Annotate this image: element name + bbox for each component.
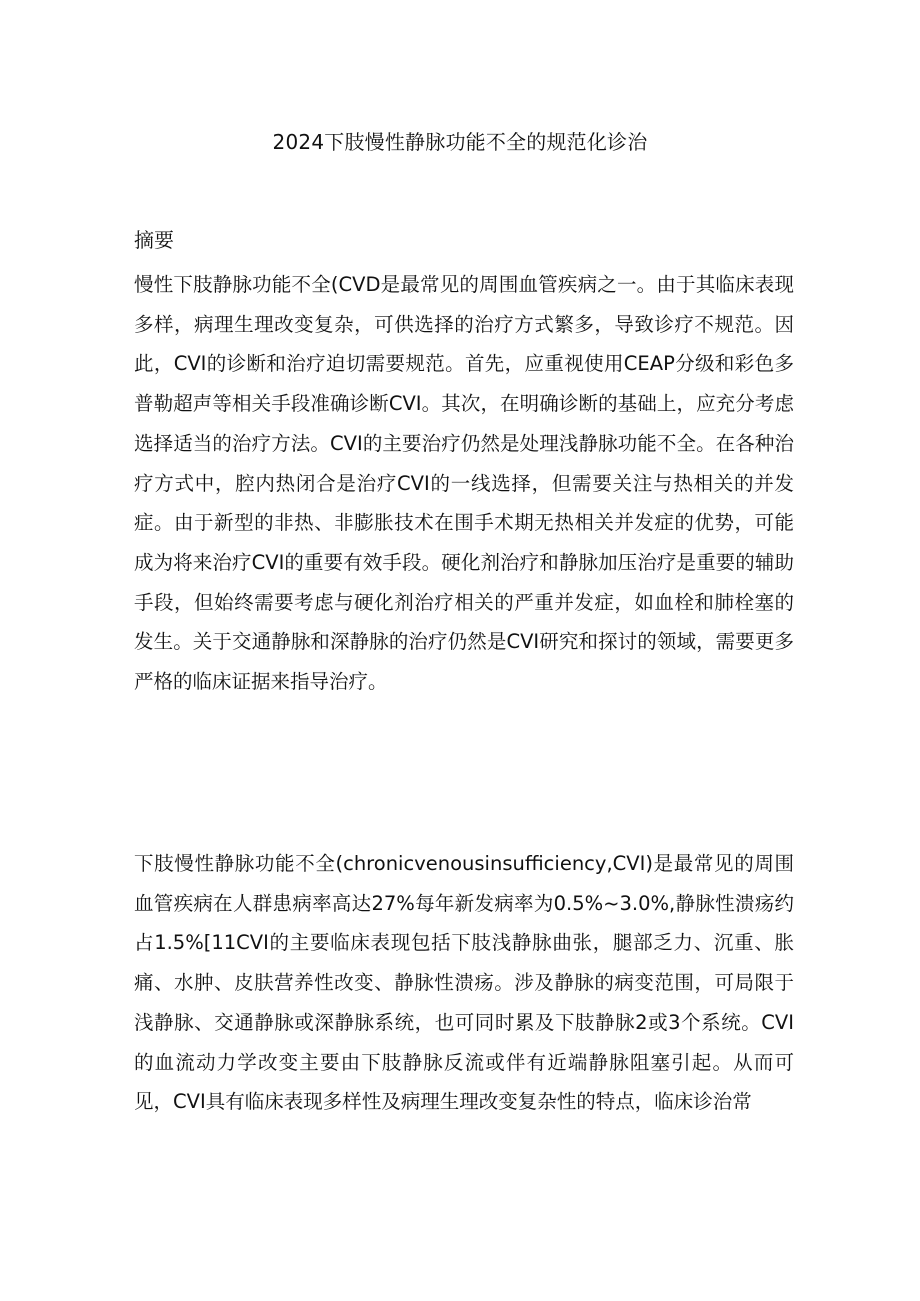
abstract-paragraph: 慢性下肢静脉功能不全(CVD是最常见的周围血管疾病之一。由于其临床表现多样，病理生理改变复杂，可供选择的治疗方式繁多，导致诊疗不规范。因此，CVI的诊断和治疗迫切需要规范。首先，应重视使用CEAP分级和彩色多普勒超声等相关手段准确诊断CVI。其次，在明确诊断的基础上，应充分考虑选择适当的治疗方法。CVI的主要治疗仍然是处理浅静脉功能不全。在各种治疗方式中，腔内热闭合是治疗CVI的一线选择，但需要关注与热相关的并发症。由于新型的非热、非膨胀技术在围手术期无热相关并发症的优势，可能成为将来治疗CVI的重要有效手段。硬化剂治疗和静脉加压治疗是重要的辅助手段，但始终需要考虑与硬化剂治疗相关的严重并发症，如血栓和肺栓塞的发生。关于交通静脉和深静脉的治疗仍然是CVI研究和探讨的领域，需要更多严格的临床证据来指导治疗。	[134, 273, 794, 694]
abstract-heading: 摘要	[134, 228, 174, 252]
document-title: 2024下肢慢性静脉功能不全的规范化诊治	[272, 130, 648, 154]
body-paragraph: 下肢慢性静脉功能不全(chronicvenousinsufficiency,CVI)是最常见的周围血管疾病在人群患病率高达27%每年新发病率为0.5%~3.0%,静脉性溃疡约占1.5%[11CVI的主要临床表现包括下肢浅静脉曲张，腿部乏力、沉重、胀痛、水肿、皮肤营养性改变、静脉性溃疡。涉及静脉的病变范围，可局限于浅静脉、交通静脉或深静脉系统，也可同时累及下肢静脉2或3个系统。CVI的血流动力学改变主要由下肢静脉反流或伴有近端静脉阻塞引起。从而可见，CVI具有临床表现多样性及病理生理改变复杂性的特点，临床诊治常	[134, 852, 794, 1114]
